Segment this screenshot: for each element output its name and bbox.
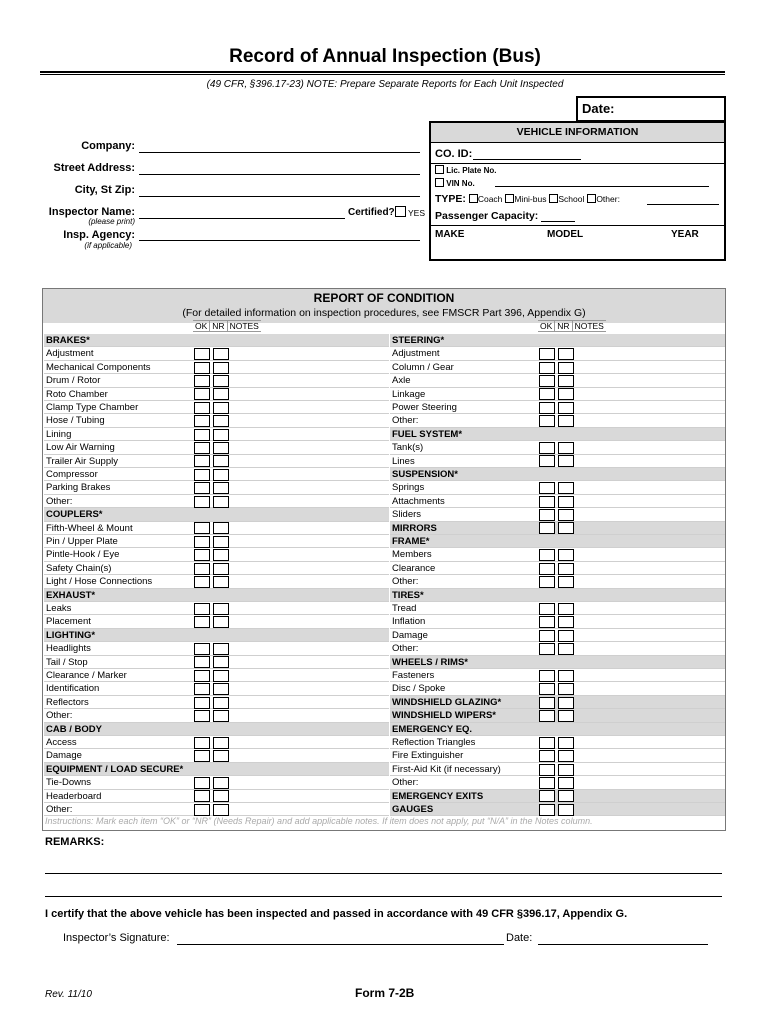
inspection-item: Compressor [46, 469, 98, 480]
inspector-hint: (please print) [88, 217, 135, 226]
left-nr-checkbox[interactable] [213, 656, 229, 668]
left-nr-checkbox[interactable] [213, 804, 229, 816]
right-ok-checkbox[interactable] [539, 603, 555, 615]
signature-field[interactable] [177, 944, 504, 945]
right-ok-checkbox[interactable] [539, 576, 555, 588]
inspection-item: Fire Extinguisher [392, 750, 464, 762]
signature-label: Inspector’s Signature: [63, 932, 170, 944]
right-ok-checkbox[interactable] [539, 522, 555, 534]
right-nr-checkbox[interactable] [558, 402, 574, 414]
right-nr-checkbox[interactable] [558, 348, 574, 360]
inspection-category: MIRRORS [390, 522, 725, 535]
right-ok-checkbox[interactable] [539, 375, 555, 387]
inspection-item: Pin / Upper Plate [46, 536, 118, 547]
right-nr-checkbox[interactable] [558, 549, 574, 561]
title-rule-thin [40, 74, 725, 75]
inspection-item: Disc / Spoke [392, 683, 446, 695]
vehicle-info-header: VEHICLE INFORMATION [431, 123, 724, 143]
left-ok-checkbox[interactable] [194, 697, 210, 709]
inspection-category: LIGHTING* [44, 629, 389, 642]
inspection-item: Pintle-Hook / Eye [46, 549, 120, 561]
left-nr-checkbox[interactable] [213, 710, 229, 722]
right-col-ok: OK [538, 321, 555, 332]
left-nr-checkbox[interactable] [213, 469, 229, 481]
inspection-category: EXHAUST* [44, 589, 389, 602]
right-nr-checkbox[interactable] [558, 643, 574, 655]
left-nr-checkbox[interactable] [213, 549, 229, 561]
left-ok-checkbox[interactable] [194, 683, 210, 695]
left-nr-checkbox[interactable] [213, 750, 229, 762]
inspector-label: Inspector Name: [48, 206, 135, 218]
right-ok-checkbox[interactable] [539, 750, 555, 762]
inspection-category: FRAME* [390, 535, 725, 548]
agency-label: Insp. Agency: [63, 229, 135, 241]
left-ok-checkbox[interactable] [194, 496, 210, 508]
inspection-category: WINDSHIELD WIPERS* [390, 709, 725, 722]
inspection-item: Reflection Triangles [392, 737, 476, 748]
right-ok-checkbox[interactable] [539, 388, 555, 400]
company-label: Company: [81, 140, 135, 152]
left-ok-checkbox[interactable] [194, 616, 210, 628]
signature-date-label: Date: [506, 932, 533, 944]
left-nr-checkbox[interactable] [213, 496, 229, 508]
inspection-category: SUSPENSION* [390, 468, 725, 481]
inspection-item: Other: [392, 777, 419, 789]
left-nr-checkbox[interactable] [213, 603, 229, 615]
left-ok-checkbox[interactable] [194, 429, 210, 441]
left-nr-checkbox[interactable] [213, 616, 229, 628]
left-ok-checkbox[interactable] [194, 710, 210, 722]
left-ok-checkbox[interactable] [194, 643, 210, 655]
left-ok-checkbox[interactable] [194, 750, 210, 762]
left-col-notes: NOTES [229, 321, 259, 331]
inspection-item: Other: [392, 643, 419, 655]
title-rule [40, 71, 725, 73]
left-column-header [193, 320, 261, 332]
inspection-category: WINDSHIELD GLAZING* [390, 696, 725, 709]
inspection-item: Other: [46, 804, 73, 815]
inspection-category: CAB / BODY [44, 723, 389, 736]
left-nr-checkbox[interactable] [213, 777, 229, 789]
left-nr-checkbox[interactable] [213, 482, 229, 494]
left-ok-checkbox[interactable] [194, 603, 210, 615]
inspection-item: Placement [46, 616, 91, 628]
lic-plate-label: Lic. Plate No. [446, 166, 497, 175]
right-ok-checkbox[interactable] [539, 415, 555, 427]
right-nr-checkbox[interactable] [558, 737, 574, 749]
inspection-item: Other: [46, 495, 73, 507]
right-col-notes: NOTES [574, 321, 604, 331]
left-nr-checkbox[interactable] [213, 683, 229, 695]
inspection-item: Identification [46, 683, 100, 695]
left-nr-checkbox[interactable] [213, 348, 229, 360]
inspection-item: Damage [392, 629, 428, 641]
right-nr-checkbox[interactable] [558, 388, 574, 400]
capacity-label: Passenger Capacity: [435, 210, 539, 222]
right-nr-checkbox[interactable] [558, 415, 574, 427]
certified-checkbox[interactable] [395, 206, 406, 217]
inspection-item: Axle [392, 375, 411, 387]
inspection-item: Tank(s) [392, 442, 424, 454]
left-ok-checkbox[interactable] [194, 777, 210, 789]
right-ok-checkbox[interactable] [539, 710, 555, 722]
inspection-item: Leaks [46, 603, 72, 614]
certified-label: Certified? [348, 207, 395, 218]
form-number: Form 7-2B [355, 986, 415, 1000]
vin-field[interactable] [495, 186, 709, 187]
make-label: MAKE [435, 229, 465, 240]
inspection-item: Tie-Downs [46, 777, 92, 789]
inspection-category: COUPLERS* [44, 508, 389, 521]
right-nr-checkbox[interactable] [558, 790, 574, 802]
right-nr-checkbox[interactable] [558, 522, 574, 534]
report-instructions: Instructions: Mark each item “OK” or “NR” (Needs Repair) and add applicable notes. If item does not apply, put “N/A” in the Notes column. [45, 816, 593, 826]
right-nr-checkbox[interactable] [558, 482, 574, 494]
right-ok-checkbox[interactable] [539, 683, 555, 695]
left-nr-checkbox[interactable] [213, 362, 229, 374]
inspection-item: Drum / Rotor [46, 375, 101, 387]
city-label: City, St Zip: [74, 184, 135, 196]
left-nr-checkbox[interactable] [213, 415, 229, 427]
right-ok-checkbox[interactable] [539, 549, 555, 561]
right-nr-checkbox[interactable] [558, 750, 574, 762]
inspection-item: Safety Chain(s) [46, 562, 112, 574]
remarks-line-2[interactable] [45, 896, 722, 897]
right-nr-checkbox[interactable] [558, 509, 574, 521]
right-nr-checkbox[interactable] [558, 683, 574, 695]
inspection-category: TIRES* [390, 589, 725, 602]
year-label: YEAR [671, 229, 699, 240]
left-ok-checkbox[interactable] [194, 563, 210, 575]
inspection-item: Roto Chamber [46, 388, 108, 400]
right-ok-checkbox[interactable] [539, 697, 555, 709]
inspection-category: EQUIPMENT / LOAD SECURE* [44, 763, 389, 776]
left-ok-checkbox[interactable] [194, 415, 210, 427]
left-col-ok: OK [193, 321, 210, 332]
left-nr-checkbox[interactable] [213, 790, 229, 802]
agency-field[interactable] [139, 240, 420, 241]
right-nr-checkbox[interactable] [558, 362, 574, 374]
right-ok-checkbox[interactable] [539, 616, 555, 628]
inspection-item: Fifth-Wheel & Mount [46, 522, 133, 534]
page-subtitle: (49 CFR, §396.17-23) NOTE: Prepare Separate Reports for Each Unit Inspected [206, 79, 564, 90]
vehicle-divider [431, 163, 724, 164]
right-ok-checkbox[interactable] [539, 790, 555, 802]
type-minibus-checkbox[interactable] [505, 194, 514, 203]
left-nr-checkbox[interactable] [213, 536, 229, 548]
right-nr-checkbox[interactable] [558, 777, 574, 789]
left-ok-checkbox[interactable] [194, 482, 210, 494]
inspection-item: Clearance [392, 562, 436, 574]
left-nr-checkbox[interactable] [213, 429, 229, 441]
left-col-nr: NR [210, 321, 227, 332]
left-nr-checkbox[interactable] [213, 670, 229, 682]
right-nr-checkbox[interactable] [558, 804, 574, 816]
left-nr-checkbox[interactable] [213, 737, 229, 749]
left-ok-checkbox[interactable] [194, 522, 210, 534]
inspection-item: Other: [392, 576, 419, 588]
right-nr-checkbox[interactable] [558, 616, 574, 628]
inspection-item: Other: [392, 415, 419, 427]
left-nr-checkbox[interactable] [213, 442, 229, 454]
vehicle-divider-2 [431, 225, 724, 226]
left-nr-checkbox[interactable] [213, 522, 229, 534]
certification-statement: I certify that the above vehicle has been inspected and passed in accordance with 49 CFR §396.17, Appendix G. [45, 908, 628, 920]
company-field[interactable] [139, 152, 420, 153]
inspection-item: Parking Brakes [46, 482, 111, 494]
inspector-field[interactable] [139, 218, 345, 219]
inspection-item: Springs [392, 482, 425, 494]
left-nr-checkbox[interactable] [213, 643, 229, 655]
type-other-checkbox[interactable] [587, 194, 596, 203]
inspection-category: FUEL SYSTEM* [390, 428, 725, 441]
right-nr-checkbox[interactable] [558, 496, 574, 508]
type-label: TYPE: [435, 193, 466, 205]
inspection-item: Adjustment [46, 348, 94, 360]
signature-date-field[interactable] [538, 944, 708, 945]
right-ok-checkbox[interactable] [539, 643, 555, 655]
right-ok-checkbox[interactable] [539, 442, 555, 454]
inspection-item: Power Steering [392, 402, 457, 413]
inspection-item: Damage [46, 750, 82, 762]
inspection-item: Tread [392, 603, 417, 614]
left-ok-checkbox[interactable] [194, 804, 210, 816]
left-ok-checkbox[interactable] [194, 549, 210, 561]
left-nr-checkbox[interactable] [213, 576, 229, 588]
report-title: REPORT OF CONDITION [313, 291, 455, 305]
inspection-item: Headerboard [46, 790, 102, 802]
right-nr-checkbox[interactable] [558, 603, 574, 615]
right-ok-checkbox[interactable] [539, 777, 555, 789]
vehicle-info-box [429, 121, 726, 261]
right-nr-checkbox[interactable] [558, 764, 574, 776]
vin-checkbox[interactable] [435, 178, 444, 187]
inspection-item: Hose / Tubing [46, 415, 105, 427]
right-nr-checkbox[interactable] [558, 576, 574, 588]
agency-hint: (if applicable) [84, 241, 132, 250]
inspection-item: Light / Hose Connections [46, 576, 153, 588]
right-ok-checkbox[interactable] [539, 764, 555, 776]
remarks-label: REMARKS: [45, 836, 105, 848]
revision-label: Rev. 11/10 [45, 989, 92, 1000]
type-minibus-label: Mini-bus [514, 194, 547, 204]
inspection-item: Other: [46, 710, 73, 722]
right-ok-checkbox[interactable] [539, 348, 555, 360]
street-field[interactable] [139, 174, 420, 175]
right-nr-checkbox[interactable] [558, 455, 574, 467]
inspection-item: Lining [46, 428, 72, 440]
inspection-item: Clamp Type Chamber [46, 402, 139, 413]
right-nr-checkbox[interactable] [558, 563, 574, 575]
left-ok-checkbox[interactable] [194, 656, 210, 668]
report-of-condition [42, 288, 726, 831]
vin-label: VIN No. [446, 179, 475, 188]
type-coach-label: Coach [477, 194, 503, 204]
left-nr-checkbox[interactable] [213, 455, 229, 467]
right-ok-checkbox[interactable] [539, 737, 555, 749]
inspection-item: Headlights [46, 643, 91, 655]
left-ok-checkbox[interactable] [194, 362, 210, 374]
inspection-item: Linkage [392, 388, 426, 400]
right-nr-checkbox[interactable] [558, 697, 574, 709]
left-nr-checkbox[interactable] [213, 563, 229, 575]
inspection-item: Fasteners [392, 670, 435, 681]
inspection-item: Inflation [392, 616, 426, 628]
inspection-item: Sliders [392, 509, 422, 521]
co-id-label: CO. ID: [435, 148, 473, 160]
inspection-category: STEERING* [390, 334, 725, 347]
type-school-label: School [558, 194, 585, 204]
inspection-item: Reflectors [46, 696, 89, 708]
inspection-category: WHEELS / RIMS* [390, 656, 725, 669]
right-nr-checkbox[interactable] [558, 442, 574, 454]
inspection-item: Low Air Warning [46, 442, 115, 454]
left-ok-checkbox[interactable] [194, 442, 210, 454]
inspection-item: Attachments [392, 495, 445, 507]
right-ok-checkbox[interactable] [539, 482, 555, 494]
yes-label: YES [408, 208, 426, 218]
left-nr-checkbox[interactable] [213, 402, 229, 414]
right-ok-checkbox[interactable] [539, 362, 555, 374]
left-ok-checkbox[interactable] [194, 737, 210, 749]
lic-plate-checkbox[interactable] [435, 165, 444, 174]
right-ok-checkbox[interactable] [539, 630, 555, 642]
left-ok-checkbox[interactable] [194, 375, 210, 387]
type-coach-checkbox[interactable] [469, 194, 478, 203]
left-ok-checkbox[interactable] [194, 576, 210, 588]
capacity-field[interactable] [541, 221, 575, 222]
inspection-item: Clearance / Marker [46, 670, 127, 681]
right-col-nr: NR [555, 321, 572, 332]
inspection-item: Lines [392, 455, 415, 467]
left-ok-checkbox[interactable] [194, 536, 210, 548]
left-nr-checkbox[interactable] [213, 388, 229, 400]
left-ok-checkbox[interactable] [194, 388, 210, 400]
date-field[interactable] [576, 96, 726, 122]
inspection-item: Adjustment [392, 348, 440, 360]
left-ok-checkbox[interactable] [194, 670, 210, 682]
right-ok-checkbox[interactable] [539, 563, 555, 575]
inspection-item: Trailer Air Supply [46, 455, 118, 467]
report-subtitle: (For detailed information on inspection procedures, see FMSCR Part 396, Appendix G) [182, 307, 586, 319]
right-column-header [538, 320, 606, 332]
left-nr-checkbox[interactable] [213, 697, 229, 709]
right-ok-checkbox[interactable] [539, 455, 555, 467]
left-ok-checkbox[interactable] [194, 469, 210, 481]
left-ok-checkbox[interactable] [194, 348, 210, 360]
inspection-category: BRAKES* [44, 334, 389, 347]
inspection-item: Mechanical Components [46, 361, 151, 373]
right-nr-checkbox[interactable] [558, 710, 574, 722]
date-label: Date: [582, 101, 615, 116]
inspection-category: EMERGENCY EXITS [390, 790, 725, 803]
inspection-item: Access [46, 737, 77, 748]
right-ok-checkbox[interactable] [539, 670, 555, 682]
report-header [43, 289, 725, 323]
inspection-item: Tail / Stop [46, 656, 88, 668]
street-label: Street Address: [53, 162, 135, 174]
left-ok-checkbox[interactable] [194, 790, 210, 802]
left-ok-checkbox[interactable] [194, 402, 210, 414]
inspection-category: EMERGENCY EQ. [390, 723, 725, 736]
left-ok-checkbox[interactable] [194, 455, 210, 467]
inspection-category: GAUGES [390, 803, 725, 816]
city-field[interactable] [139, 196, 420, 197]
right-nr-checkbox[interactable] [558, 630, 574, 642]
right-nr-checkbox[interactable] [558, 670, 574, 682]
inspection-item: First-Aid Kit (if necessary) [392, 763, 501, 775]
right-nr-checkbox[interactable] [558, 375, 574, 387]
inspection-item: Column / Gear [392, 361, 454, 373]
left-nr-checkbox[interactable] [213, 375, 229, 387]
right-ok-checkbox[interactable] [539, 509, 555, 521]
page-title: Record of Annual Inspection (Bus) [229, 46, 541, 67]
right-ok-checkbox[interactable] [539, 402, 555, 414]
inspection-item: Members [392, 549, 432, 561]
co-id-field[interactable] [473, 159, 581, 160]
type-other-field[interactable] [647, 204, 719, 205]
remarks-line-1[interactable] [45, 873, 722, 874]
type-other-label: Other: [596, 194, 620, 204]
right-ok-checkbox[interactable] [539, 804, 555, 816]
right-ok-checkbox[interactable] [539, 496, 555, 508]
model-label: MODEL [547, 229, 584, 240]
